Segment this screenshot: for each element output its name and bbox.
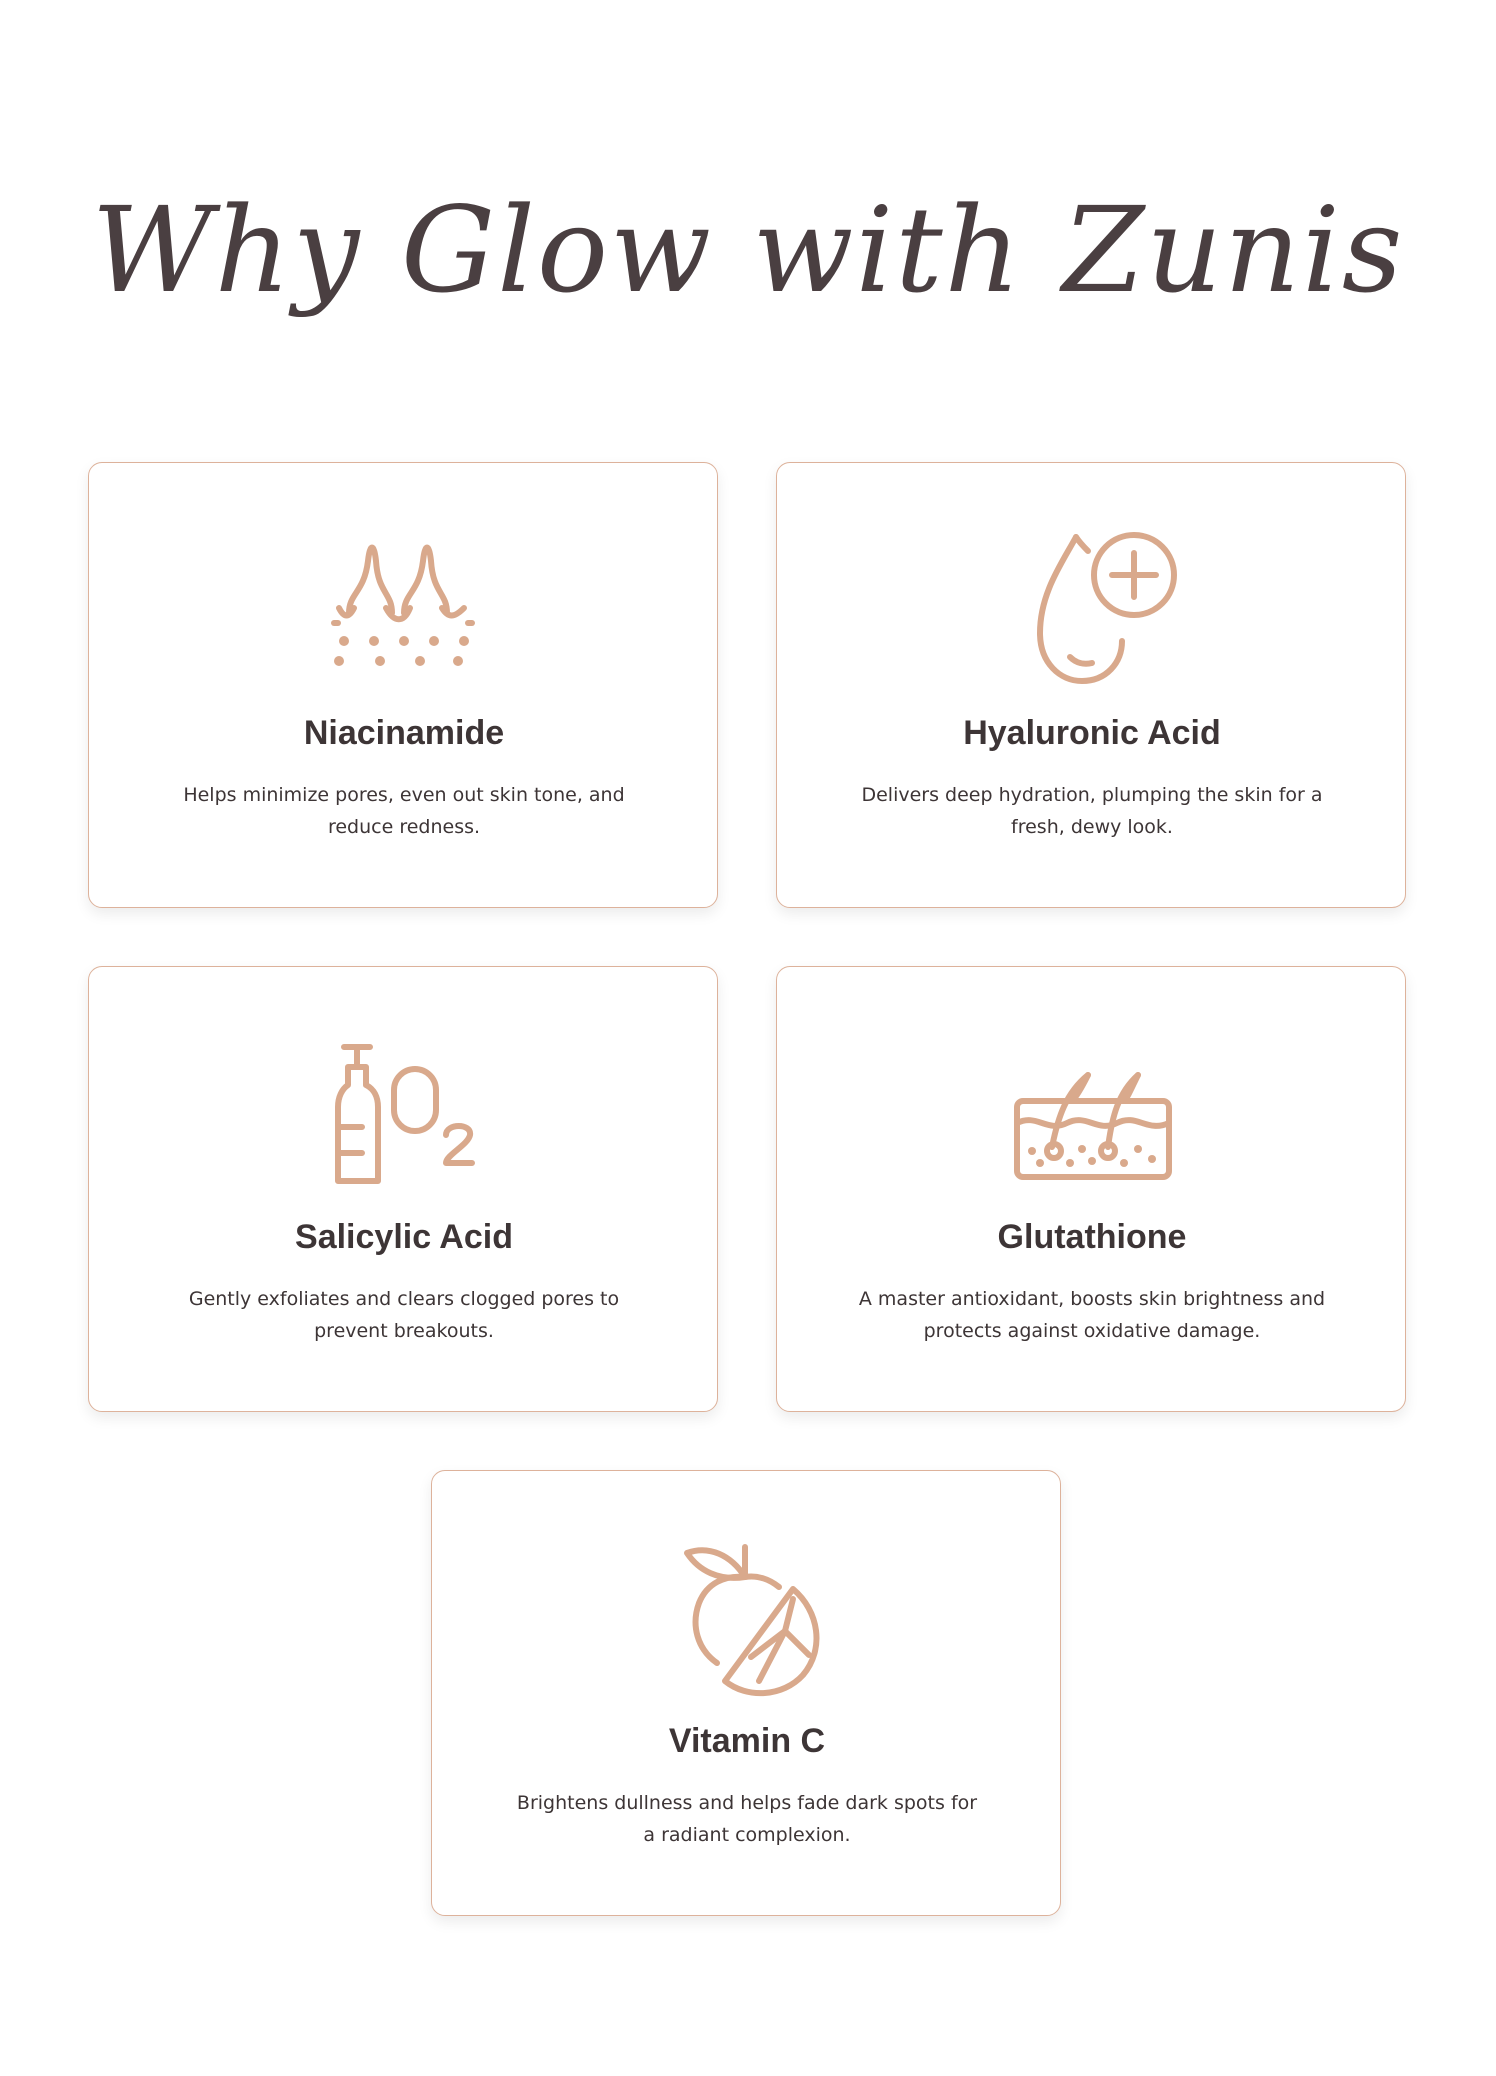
ingredient-card-glutathione — [776, 966, 1406, 1412]
card-description: Brightens dullness and helps fade dark spots for a radiant complexion. — [516, 1792, 978, 1846]
card-description: A master antioxidant, boosts skin brightness and protects against oxidative damage. — [858, 1288, 1326, 1342]
ingredient-card-salicylic-acid — [88, 966, 718, 1412]
bottle-o2-icon — [304, 1027, 504, 1197]
card-title: Hyaluronic Acid — [963, 714, 1221, 752]
droplet-plus-icon — [992, 523, 1192, 693]
page-title: Why Glow with Zunis — [91, 181, 1405, 319]
ingredient-card-hyaluronic-acid — [776, 462, 1406, 908]
card-title: Niacinamide — [303, 714, 505, 752]
card-title: Salicylic Acid — [295, 1218, 513, 1256]
ingredient-card-vitamin-c — [431, 1470, 1061, 1916]
orange-slice-icon — [647, 1531, 847, 1701]
hair-follicle-icon — [304, 523, 504, 693]
ingredient-card-niacinamide — [88, 462, 718, 908]
card-description: Gently exfoliates and clears clogged pores to prevent breakouts. — [188, 1288, 620, 1342]
skin-layer-icon — [992, 1027, 1192, 1197]
card-description: Delivers deep hydration, plumping the skin for a fresh, dewy look. — [861, 784, 1323, 838]
card-title: Glutathione — [997, 1218, 1187, 1256]
card-title: Vitamin C — [668, 1722, 826, 1760]
card-description: Helps minimize pores, even out skin tone, and reduce redness. — [183, 784, 625, 838]
